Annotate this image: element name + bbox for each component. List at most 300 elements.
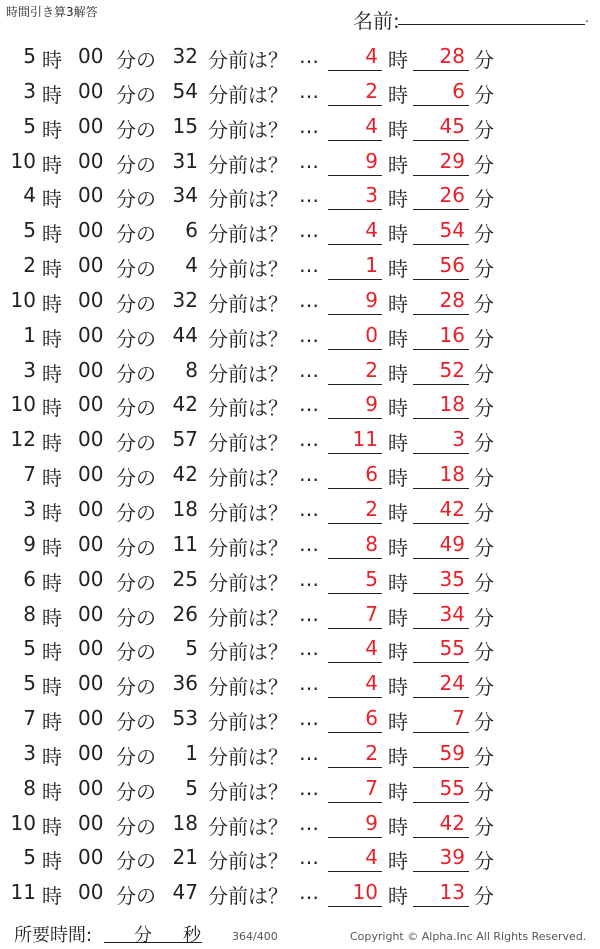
answer-hour-underline: [328, 593, 382, 594]
answer-hour: 4: [365, 113, 378, 138]
answer-hour: 6: [365, 706, 378, 731]
start-hour: 10: [10, 810, 36, 835]
minutes-before: 15: [172, 113, 198, 138]
answer-hour-underline: [328, 662, 382, 663]
answer-minute-label: 分: [474, 779, 494, 804]
answer-minute-label: 分: [474, 535, 494, 560]
start-minute: 00: [78, 706, 104, 731]
start-minute: 00: [78, 810, 104, 835]
question-label: 分前は？: [208, 640, 288, 665]
answer-minute-underline: [413, 628, 469, 629]
answer-hour-label: 時: [388, 605, 408, 630]
minutes-of-label: 分の: [116, 814, 156, 839]
minutes-of-label: 分の: [116, 431, 156, 456]
answer-hour-underline: [328, 209, 382, 210]
page-number: 364/400: [232, 930, 278, 943]
ellipsis: …: [299, 462, 319, 487]
start-minute: 00: [78, 183, 104, 208]
answer-hour-label: 時: [388, 466, 408, 491]
start-hour: 3: [23, 78, 36, 103]
problem-row: [0, 352, 600, 387]
minutes-before: 18: [172, 810, 198, 835]
answer-hour: 10: [352, 880, 378, 905]
ellipsis: …: [299, 357, 319, 382]
answer-minute: 35: [439, 566, 465, 591]
answer-hour: 5: [365, 566, 378, 591]
answer-minute-underline: [413, 488, 469, 489]
answer-hour: 9: [365, 810, 378, 835]
answer-minute: 18: [439, 392, 465, 417]
start-minute: 00: [78, 462, 104, 487]
start-minute: 00: [78, 601, 104, 626]
answer-hour: 7: [365, 775, 378, 800]
minutes-before: 4: [185, 253, 198, 278]
problem-row: [0, 282, 600, 317]
start-hour: 11: [10, 880, 36, 905]
answer-hour-label: 時: [388, 117, 408, 142]
ellipsis: …: [299, 880, 319, 905]
start-hour: 5: [23, 113, 36, 138]
question-label: 分前は？: [208, 849, 288, 874]
answer-hour-underline: [328, 767, 382, 768]
ellipsis: …: [299, 671, 319, 696]
answer-hour-underline: [328, 906, 382, 907]
problem-row: [0, 108, 600, 143]
answer-minute-label: 分: [474, 257, 494, 282]
ellipsis: …: [299, 218, 319, 243]
answer-minute-underline: [413, 105, 469, 106]
answer-minute: 28: [439, 287, 465, 312]
hour-label: 時: [42, 396, 62, 421]
answer-minute: 6: [452, 78, 465, 103]
answer-hour: 2: [365, 496, 378, 521]
question-label: 分前は？: [208, 779, 288, 804]
answer-hour-label: 時: [388, 675, 408, 700]
answer-hour-underline: [328, 697, 382, 698]
answer-minute-underline: [413, 732, 469, 733]
hour-label: 時: [42, 605, 62, 630]
answer-minute: 52: [439, 357, 465, 382]
answer-minute: 45: [439, 113, 465, 138]
problem-row: [0, 526, 600, 561]
hour-label: 時: [42, 257, 62, 282]
minutes-of-label: 分の: [116, 187, 156, 212]
answer-hour-label: 時: [388, 361, 408, 386]
start-hour: 10: [10, 148, 36, 173]
problem-row: [0, 421, 600, 456]
answer-hour-underline: [328, 349, 382, 350]
start-minute: 00: [78, 322, 104, 347]
problem-row: [0, 735, 600, 770]
answer-minute-underline: [413, 558, 469, 559]
minutes-of-label: 分の: [116, 710, 156, 735]
answer-hour-label: 時: [388, 814, 408, 839]
problem-row: [0, 874, 600, 909]
start-minute: 00: [78, 148, 104, 173]
answer-minute: 26: [439, 183, 465, 208]
start-hour: 10: [10, 392, 36, 417]
question-label: 分前は？: [208, 396, 288, 421]
problem-row: [0, 317, 600, 352]
answer-minute-label: 分: [474, 814, 494, 839]
answer-hour-label: 時: [388, 744, 408, 769]
minutes-before: 18: [172, 496, 198, 521]
answer-minute: 56: [439, 253, 465, 278]
question-label: 分前は？: [208, 884, 288, 909]
ellipsis: …: [299, 706, 319, 731]
answer-hour-underline: [328, 628, 382, 629]
minutes-of-label: 分の: [116, 884, 156, 909]
hour-label: 時: [42, 500, 62, 525]
answer-minute-label: 分: [474, 744, 494, 769]
minutes-before: 57: [172, 427, 198, 452]
answer-hour-label: 時: [388, 291, 408, 316]
answer-hour-label: 時: [388, 570, 408, 595]
question-label: 分前は？: [208, 570, 288, 595]
answer-minute: 34: [439, 601, 465, 626]
answer-minute-underline: [413, 314, 469, 315]
answer-hour-label: 時: [388, 187, 408, 212]
answer-minute-underline: [413, 697, 469, 698]
question-label: 分前は？: [208, 710, 288, 735]
start-hour: 3: [23, 357, 36, 382]
start-minute: 00: [78, 671, 104, 696]
minutes-before: 5: [185, 775, 198, 800]
time-seconds-unit: 秒: [183, 925, 201, 946]
problem-row: [0, 143, 600, 178]
hour-label: 時: [42, 535, 62, 560]
ellipsis: …: [299, 287, 319, 312]
minutes-of-label: 分の: [116, 535, 156, 560]
answer-hour-label: 時: [388, 710, 408, 735]
minutes-of-label: 分の: [116, 291, 156, 316]
ellipsis: …: [299, 427, 319, 452]
start-minute: 00: [78, 287, 104, 312]
minutes-before: 42: [172, 462, 198, 487]
minutes-before: 54: [172, 78, 198, 103]
answer-hour: 11: [352, 427, 378, 452]
answer-minute-underline: [413, 70, 469, 71]
answer-hour-underline: [328, 418, 382, 419]
minutes-of-label: 分の: [116, 466, 156, 491]
minutes-of-label: 分の: [116, 326, 156, 351]
start-minute: 00: [78, 880, 104, 905]
minutes-before: 36: [172, 671, 198, 696]
start-minute: 00: [78, 113, 104, 138]
question-label: 分前は？: [208, 431, 288, 456]
start-minute: 00: [78, 427, 104, 452]
question-label: 分前は？: [208, 326, 288, 351]
start-minute: 00: [78, 357, 104, 382]
answer-minute-label: 分: [474, 849, 494, 874]
minutes-before: 1: [185, 740, 198, 765]
answer-minute: 16: [439, 322, 465, 347]
start-hour: 9: [23, 531, 36, 556]
hour-label: 時: [42, 814, 62, 839]
time-required-label: 所要時間:: [14, 925, 93, 946]
start-hour: 5: [23, 218, 36, 243]
problem-list: [0, 38, 600, 909]
hour-label: 時: [42, 117, 62, 142]
problem-row: [0, 177, 600, 212]
answer-hour: 7: [365, 601, 378, 626]
answer-hour-underline: [328, 105, 382, 106]
answer-minute-underline: [413, 523, 469, 524]
answer-minute-label: 分: [474, 605, 494, 630]
hour-label: 時: [42, 570, 62, 595]
start-hour: 10: [10, 287, 36, 312]
minutes-of-label: 分の: [116, 849, 156, 874]
copyright: Copyright © Alpha.Inc All Rights Reserved.: [350, 930, 587, 943]
question-label: 分前は？: [208, 82, 288, 107]
answer-hour-underline: [328, 244, 382, 245]
answer-minute: 55: [439, 775, 465, 800]
answer-hour-underline: [328, 558, 382, 559]
start-hour: 7: [23, 462, 36, 487]
answer-minute: 59: [439, 740, 465, 765]
problem-row: [0, 386, 600, 421]
answer-hour-label: 時: [388, 48, 408, 72]
minutes-before: 32: [172, 287, 198, 312]
answer-hour: 6: [365, 462, 378, 487]
answer-minute-label: 分: [474, 640, 494, 665]
answer-hour-underline: [328, 732, 382, 733]
answer-minute: 13: [439, 880, 465, 905]
question-label: 分前は？: [208, 744, 288, 769]
problem-row: [0, 805, 600, 840]
answer-hour: 0: [365, 322, 378, 347]
answer-hour-label: 時: [388, 152, 408, 177]
answer-minute-underline: [413, 175, 469, 176]
hour-label: 時: [42, 222, 62, 247]
answer-hour: 9: [365, 148, 378, 173]
problem-row: [0, 700, 600, 735]
answer-minute-underline: [413, 349, 469, 350]
hour-label: 時: [42, 710, 62, 735]
question-label: 分前は？: [208, 535, 288, 560]
minutes-before: 21: [172, 845, 198, 870]
answer-hour: 4: [365, 845, 378, 870]
answer-minute-label: 分: [474, 884, 494, 909]
answer-minute-label: 分: [474, 326, 494, 351]
answer-hour: 9: [365, 287, 378, 312]
answer-hour-underline: [328, 523, 382, 524]
question-label: 分前は？: [208, 814, 288, 839]
question-label: 分前は？: [208, 605, 288, 630]
answer-minute: 54: [439, 218, 465, 243]
minutes-of-label: 分の: [116, 117, 156, 142]
answer-hour: 2: [365, 78, 378, 103]
question-label: 分前は？: [208, 675, 288, 700]
answer-hour-underline: [328, 140, 382, 141]
answer-hour-underline: [328, 70, 382, 71]
answer-hour: 4: [365, 671, 378, 696]
answer-hour-underline: [328, 837, 382, 838]
ellipsis: …: [299, 78, 319, 103]
problem-row: [0, 770, 600, 805]
minutes-of-label: 分の: [116, 152, 156, 177]
start-minute: 00: [78, 740, 104, 765]
hour-label: 時: [42, 779, 62, 804]
answer-hour-label: 時: [388, 222, 408, 247]
answer-minute: 3: [452, 427, 465, 452]
answer-minute-label: 分: [474, 466, 494, 491]
answer-hour-underline: [328, 175, 382, 176]
minutes-before: 6: [185, 218, 198, 243]
answer-minute: 7: [452, 706, 465, 731]
answer-hour-label: 時: [388, 884, 408, 909]
answer-hour-underline: [328, 384, 382, 385]
ellipsis: …: [299, 392, 319, 417]
minutes-before: 31: [172, 148, 198, 173]
answer-minute-underline: [413, 593, 469, 594]
start-minute: 00: [78, 253, 104, 278]
answer-minute-underline: [413, 767, 469, 768]
hour-label: 時: [42, 675, 62, 700]
answer-minute-label: 分: [474, 361, 494, 386]
answer-minute: 42: [439, 810, 465, 835]
hour-label: 時: [42, 431, 62, 456]
answer-minute: 39: [439, 845, 465, 870]
start-hour: 7: [23, 706, 36, 731]
start-hour: 8: [23, 775, 36, 800]
answer-hour-underline: [328, 871, 382, 872]
answer-minute-underline: [413, 418, 469, 419]
start-minute: 00: [78, 845, 104, 870]
ellipsis: …: [299, 148, 319, 173]
question-label: 分前は？: [208, 361, 288, 386]
answer-minute-underline: [413, 279, 469, 280]
minutes-of-label: 分の: [116, 361, 156, 386]
hour-label: 時: [42, 640, 62, 665]
question-label: 分前は？: [208, 466, 288, 491]
hour-label: 時: [42, 884, 62, 909]
answer-hour: 9: [365, 392, 378, 417]
minutes-before: 5: [185, 636, 198, 661]
answer-hour-underline: [328, 453, 382, 454]
hour-label: 時: [42, 48, 62, 72]
minutes-of-label: 分の: [116, 82, 156, 107]
ellipsis: …: [299, 44, 319, 68]
question-label: 分前は？: [208, 257, 288, 282]
answer-hour-label: 時: [388, 500, 408, 525]
ellipsis: …: [299, 775, 319, 800]
answer-minute-underline: [413, 837, 469, 838]
answer-hour-underline: [328, 488, 382, 489]
ellipsis: …: [299, 601, 319, 626]
answer-minute-label: 分: [474, 48, 494, 72]
ellipsis: …: [299, 531, 319, 556]
minutes-before: 44: [172, 322, 198, 347]
answer-hour: 8: [365, 531, 378, 556]
minutes-of-label: 分の: [116, 640, 156, 665]
answer-minute-label: 分: [474, 291, 494, 316]
minutes-of-label: 分の: [116, 744, 156, 769]
answer-hour: 2: [365, 357, 378, 382]
answer-hour: 1: [365, 253, 378, 278]
question-label: 分前は？: [208, 500, 288, 525]
answer-minute-label: 分: [474, 431, 494, 456]
start-minute: 00: [78, 392, 104, 417]
start-hour: 2: [23, 253, 36, 278]
worksheet-title: 時間引き算3解答: [6, 5, 98, 19]
start-hour: 1: [23, 322, 36, 347]
question-label: 分前は？: [208, 152, 288, 177]
answer-hour: 4: [365, 44, 378, 68]
start-minute: 00: [78, 44, 104, 68]
answer-hour: 2: [365, 740, 378, 765]
answer-hour-label: 時: [388, 849, 408, 874]
answer-minute-underline: [413, 140, 469, 141]
start-minute: 00: [78, 218, 104, 243]
problem-row: [0, 38, 600, 73]
answer-hour-label: 時: [388, 257, 408, 282]
minutes-before: 8: [185, 357, 198, 382]
hour-label: 時: [42, 361, 62, 386]
answer-minute-underline: [413, 662, 469, 663]
minutes-of-label: 分の: [116, 48, 156, 72]
minutes-before: 47: [172, 880, 198, 905]
answer-minute-label: 分: [474, 396, 494, 421]
ellipsis: …: [299, 636, 319, 661]
hour-label: 時: [42, 849, 62, 874]
ellipsis: …: [299, 183, 319, 208]
start-minute: 00: [78, 636, 104, 661]
answer-minute: 24: [439, 671, 465, 696]
start-hour: 12: [10, 427, 36, 452]
start-hour: 3: [23, 496, 36, 521]
hour-label: 時: [42, 187, 62, 212]
minutes-before: 11: [172, 531, 198, 556]
answer-minute-underline: [413, 871, 469, 872]
start-hour: 5: [23, 636, 36, 661]
hour-label: 時: [42, 466, 62, 491]
name-label: 名前:: [353, 9, 400, 33]
minutes-of-label: 分の: [116, 779, 156, 804]
name-underline: [398, 24, 585, 25]
problem-row: [0, 561, 600, 596]
answer-minute-underline: [413, 244, 469, 245]
start-hour: 5: [23, 845, 36, 870]
minutes-before: 42: [172, 392, 198, 417]
answer-hour-label: 時: [388, 82, 408, 107]
answer-minute-label: 分: [474, 82, 494, 107]
start-hour: 6: [23, 566, 36, 591]
ellipsis: …: [299, 740, 319, 765]
answer-minute: 55: [439, 636, 465, 661]
time-minutes-unit: 分: [134, 925, 152, 946]
answer-minute-underline: [413, 209, 469, 210]
answer-hour-label: 時: [388, 779, 408, 804]
answer-minute-label: 分: [474, 570, 494, 595]
answer-minute-label: 分: [474, 222, 494, 247]
start-hour: 5: [23, 671, 36, 696]
minutes-of-label: 分の: [116, 675, 156, 700]
hour-label: 時: [42, 291, 62, 316]
start-hour: 5: [23, 44, 36, 68]
answer-minute: 49: [439, 531, 465, 556]
start-minute: 00: [78, 566, 104, 591]
answer-minute-underline: [413, 384, 469, 385]
answer-hour: 4: [365, 636, 378, 661]
answer-minute-label: 分: [474, 500, 494, 525]
minutes-of-label: 分の: [116, 500, 156, 525]
start-hour: 4: [23, 183, 36, 208]
start-minute: 00: [78, 775, 104, 800]
minutes-before: 25: [172, 566, 198, 591]
minutes-before: 34: [172, 183, 198, 208]
question-label: 分前は？: [208, 117, 288, 142]
